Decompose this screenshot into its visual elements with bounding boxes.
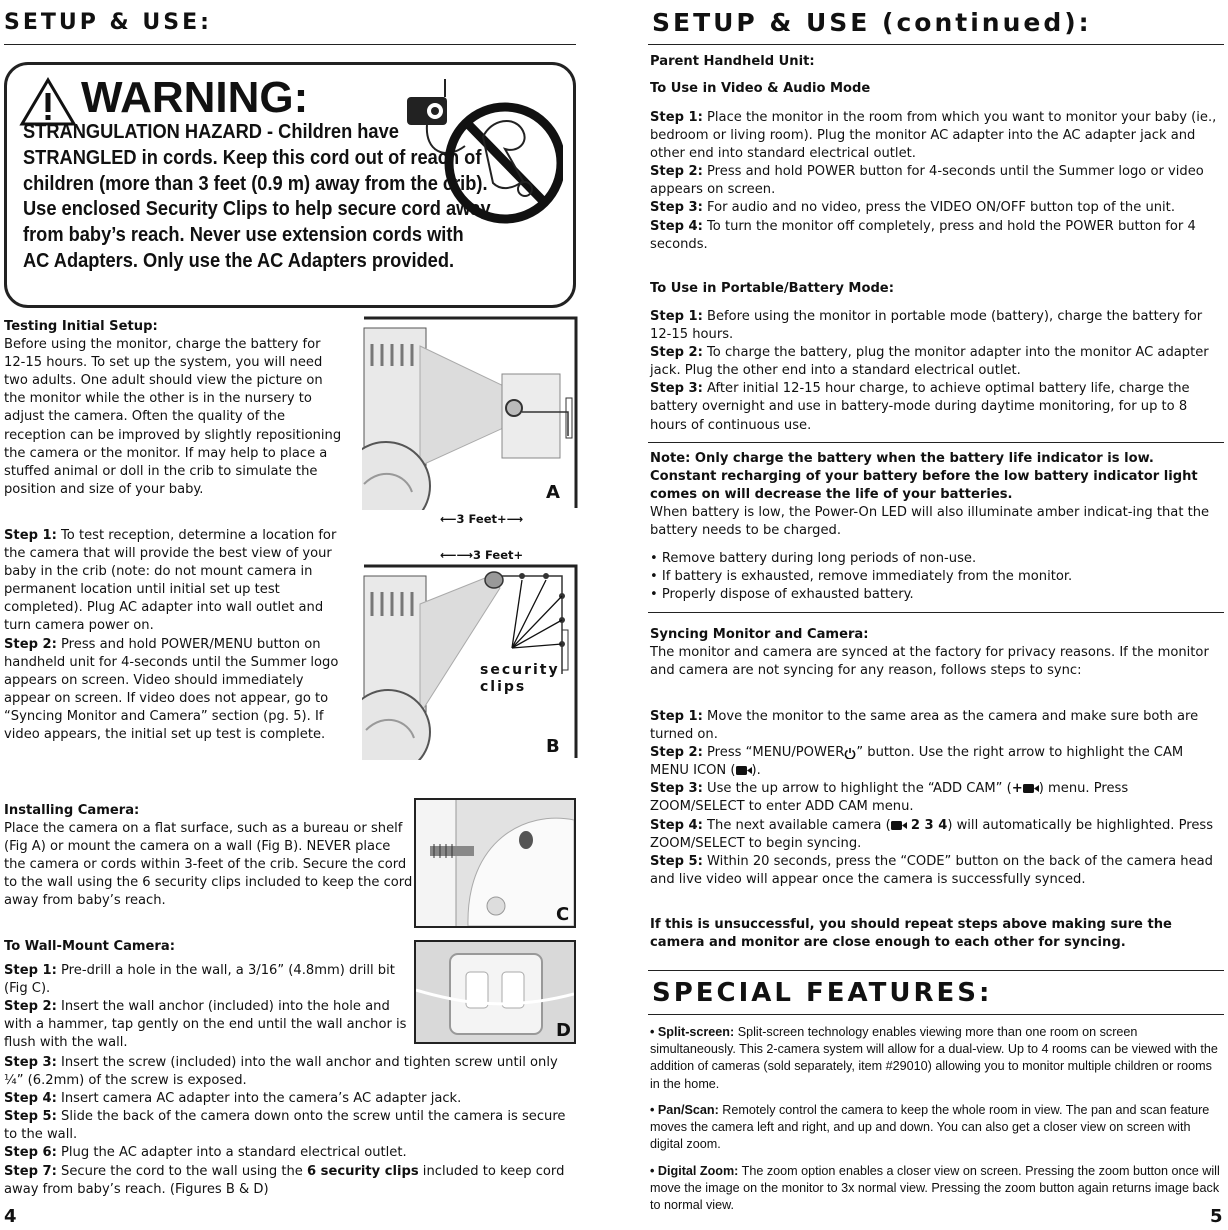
installing-camera-heading: Installing Camera: xyxy=(4,803,140,818)
installing-camera-text: Place the camera on a flat surface, such as a bureau or shelf (Fig A) or mount the camera on a wall (Fig B). NEVER place the camera or cords within 3-feet of the crib. Secure the cord to the wall using the 6 security clips included to keep the cord away from baby’s reach. xyxy=(4,821,413,909)
list-item: • Properly dispose of exhausted battery. xyxy=(650,587,914,603)
heading-rule xyxy=(4,44,576,45)
installing-camera-section xyxy=(4,802,414,911)
security-clips-label: security clips xyxy=(480,662,560,695)
list-item: • If battery is exhausted, remove immediately from the monitor. xyxy=(650,569,1073,585)
battery-note-text: When battery is low, the Power-On LED will also illuminate amber indicat-ing that the battery needs to be charged. xyxy=(650,505,1210,539)
warning-text: STRANGULATION HAZARD - Children have STRANGLED in cords. Keep this cord out of reach of children (more than 3 feet (0.9 m) away from the crib). Use enclosed Security Clips to help secure cord away from baby’s reach. Never use extension cords with AC Adapters. Only use the AC Adapters provided. xyxy=(23,121,491,272)
section-rule xyxy=(648,442,1224,443)
battery-mode-steps: Step 1: Before using the monitor in portable mode (battery), charge the battery for 12-15 hours. Step 2: To charge the battery, plug the monitor adapter into the monitor AC adapter jack. Plug the other end into a standard electrical outlet. Step 3: After initial 12-15 hour charge, to achieve optimal battery life, charge the battery overnight and use in battery-mode during daytime monitoring, for up to 8 hours of continuous use. xyxy=(650,309,1209,433)
figure-d-label: D xyxy=(556,1020,571,1041)
figure-d-illustration xyxy=(416,942,574,1042)
wall-mount-heading: To Wall-Mount Camera: xyxy=(4,939,175,954)
section-rule xyxy=(648,970,1224,971)
figure-b-dimension: ⟵⟶3 Feet+ xyxy=(440,548,524,562)
figure-a-dimension: ⟵3 Feet+⟶ xyxy=(440,512,524,526)
dimension-arrow-icon: ⟵ xyxy=(440,548,457,562)
left-page-heading: SETUP & USE: xyxy=(4,10,212,35)
camera-icon xyxy=(1023,783,1039,794)
video-mode-steps: Step 1: Place the monitor in the room from which you want to monitor your baby (ie., bedroom or living room). Plug the monitor AC adapter into the AC adapter jack and other end into standard electrical outlet. Step 2: Press and hold POWER button for 4-seconds until the Summer logo or video appears on screen. Step 3: For audio and no video, press the VIDEO ON/OFF button top of the unit. Step 4: To turn the monitor off completely, press and hold the POWER button for 4 seconds. xyxy=(650,110,1217,252)
warning-title: WARNING: xyxy=(81,73,309,122)
heading-rule xyxy=(648,1014,1224,1015)
battery-bullets xyxy=(650,550,1224,604)
feature-split-screen: • Split-screen: Split-screen technology enables viewing more than one room on screen simultaneously. This 2-camera system will allow for a dual-view. Up to 4 rooms can be viewed with the addition of cameras (sold separately, item #29010) allowing you to monitor multiple children or rooms in the home. xyxy=(650,1025,1218,1091)
syncing-section xyxy=(650,626,1224,680)
battery-note-bold: Note: Only charge the battery when the battery life indicator is low. Constant recharging of your battery before the low battery indicator light comes on will decrease the life of your batteries. xyxy=(650,451,1198,503)
wall-mount-steps-1-2: Step 1: Pre-drill a hole in the wall, a 3/16” (4.8mm) drill bit (Fig C). Step 2: Insert the wall anchor (included) into the hole and with a hammer, tap gently on the end until the wall anchor is flush with the wall. xyxy=(4,963,407,1051)
page-number-left: 4 xyxy=(4,1206,17,1227)
parent-unit-heading: Parent Handheld Unit: xyxy=(650,54,815,69)
figure-a-label: A xyxy=(546,482,560,503)
figure-b-label: B xyxy=(546,736,560,757)
video-mode-heading: To Use in Video & Audio Mode xyxy=(650,81,871,96)
syncing-intro: The monitor and camera are synced at the factory for privacy reasons. If the monitor and camera are not syncing for any reason, follows steps to sync: xyxy=(650,645,1209,679)
testing-setup-section xyxy=(4,318,346,499)
syncing-heading: Syncing Monitor and Camera: xyxy=(650,627,869,642)
camera-numbers: 2 3 4 xyxy=(910,817,948,833)
page-number-right: 5 xyxy=(1210,1206,1223,1227)
no-cord-baby-icon xyxy=(405,71,563,229)
testing-setup-text: Before using the monitor, charge the battery for 12-15 hours. To set up the system, you will need two adults. One adult should view the picture on the monitor while the other is in the nursery to adjust the camera. Often the quality of the reception can be improved by slightly repositioning the camera or the monitor. If may help to place a stuffed animal or doll in the crib to simulate the position and size of your baby. xyxy=(4,337,342,497)
camera-icon xyxy=(736,765,752,776)
battery-mode-heading: To Use in Portable/Battery Mode: xyxy=(650,281,894,296)
wall-mount-steps-3-7: Step 3: Insert the screw (included) into the wall anchor and tighten screw until only ¼” (6.2mm) of the screw is exposed. Step 4: Insert camera AC adapter into the camera’s AC adapter jack. Step 5: Slide the back of the camera down onto the screw until the camera is secure to the wall. Step 6: Plug the AC adapter into a standard electrical outlet. Step 7: Secure the cord to the wall using the 6 security clips included to keep cord away from baby’s reach. (Figures B & D) xyxy=(4,1055,566,1197)
feature-digital-zoom: • Digital Zoom: The zoom option enables a closer view on screen. Pressing the zoom button once will move the image on the monitor to 3x normal view. Pressing the zoom button again returns image back to normal view. xyxy=(650,1164,1220,1213)
figure-c-illustration xyxy=(416,800,574,926)
syncing-steps: Step 1: Move the monitor to the same area as the camera and make sure both are turned on. Step 2: Press “MENU/POWER ” button. Use the right arrow to highlight the CAM MENU ICON ( ). Step 3: Use the up arrow to highlight the “ADD CAM” (+ ) menu. Press ZOOM/SELECT to enter ADD CAM menu. Step 4: The next available camera ( 2 3 4) will automatically be highlighted. Press ZOOM/SELECT to begin syncing. Step 5: Within 20 seconds, press the “CODE” button on the back of the camera head and live video will appear once the camera is successfully synced. xyxy=(650,709,1214,887)
syncing-closing: If this is unsuccessful, you should repeat steps above making sure the camera and monitor are close enough to each other for syncing. xyxy=(650,917,1172,951)
figure-b xyxy=(362,564,578,760)
figure-a-illustration xyxy=(362,316,578,510)
power-icon xyxy=(844,747,856,759)
figure-c-label: C xyxy=(556,904,570,925)
testing-setup-heading: Testing Initial Setup: xyxy=(4,319,158,334)
dimension-arrow-icon: ⟵ xyxy=(440,512,457,526)
warning-box xyxy=(4,62,576,308)
section-rule xyxy=(648,612,1224,613)
right-page-heading: SETUP & USE (continued): xyxy=(652,8,1092,37)
figure-c xyxy=(414,798,576,928)
list-item: • Remove battery during long periods of non-use. xyxy=(650,551,977,566)
feature-pan-scan: • Pan/Scan: Remotely control the camera to keep the whole room in view. The pan and scan feature moves the camera left and right, and up and down. You can also get a closer view on screen with digital zoom. xyxy=(650,1103,1210,1152)
test-steps: Step 1: To test reception, determine a location for the camera that will provide the best view of your baby in the crib (note: do not mount camera in permanent location until initial set up test completed). Plug AC adapter into wall outlet and turn camera power on. Step 2: Press and hold POWER/MENU button on handheld unit for 4-seconds until the Summer logo appears on screen. Video should immediately appear on screen. If video does not appear, go to “Syncing Monitor and Camera” section (pg. 5). If video appears, the initial set up test is complete. xyxy=(4,528,339,743)
figure-d xyxy=(414,940,576,1044)
battery-note xyxy=(650,450,1224,540)
special-features-heading: SPECIAL FEATURES: xyxy=(652,978,993,1008)
heading-rule xyxy=(648,44,1224,45)
camera-icon xyxy=(891,820,907,831)
figure-a xyxy=(362,316,578,510)
add-plus-icon: + xyxy=(1011,781,1023,797)
